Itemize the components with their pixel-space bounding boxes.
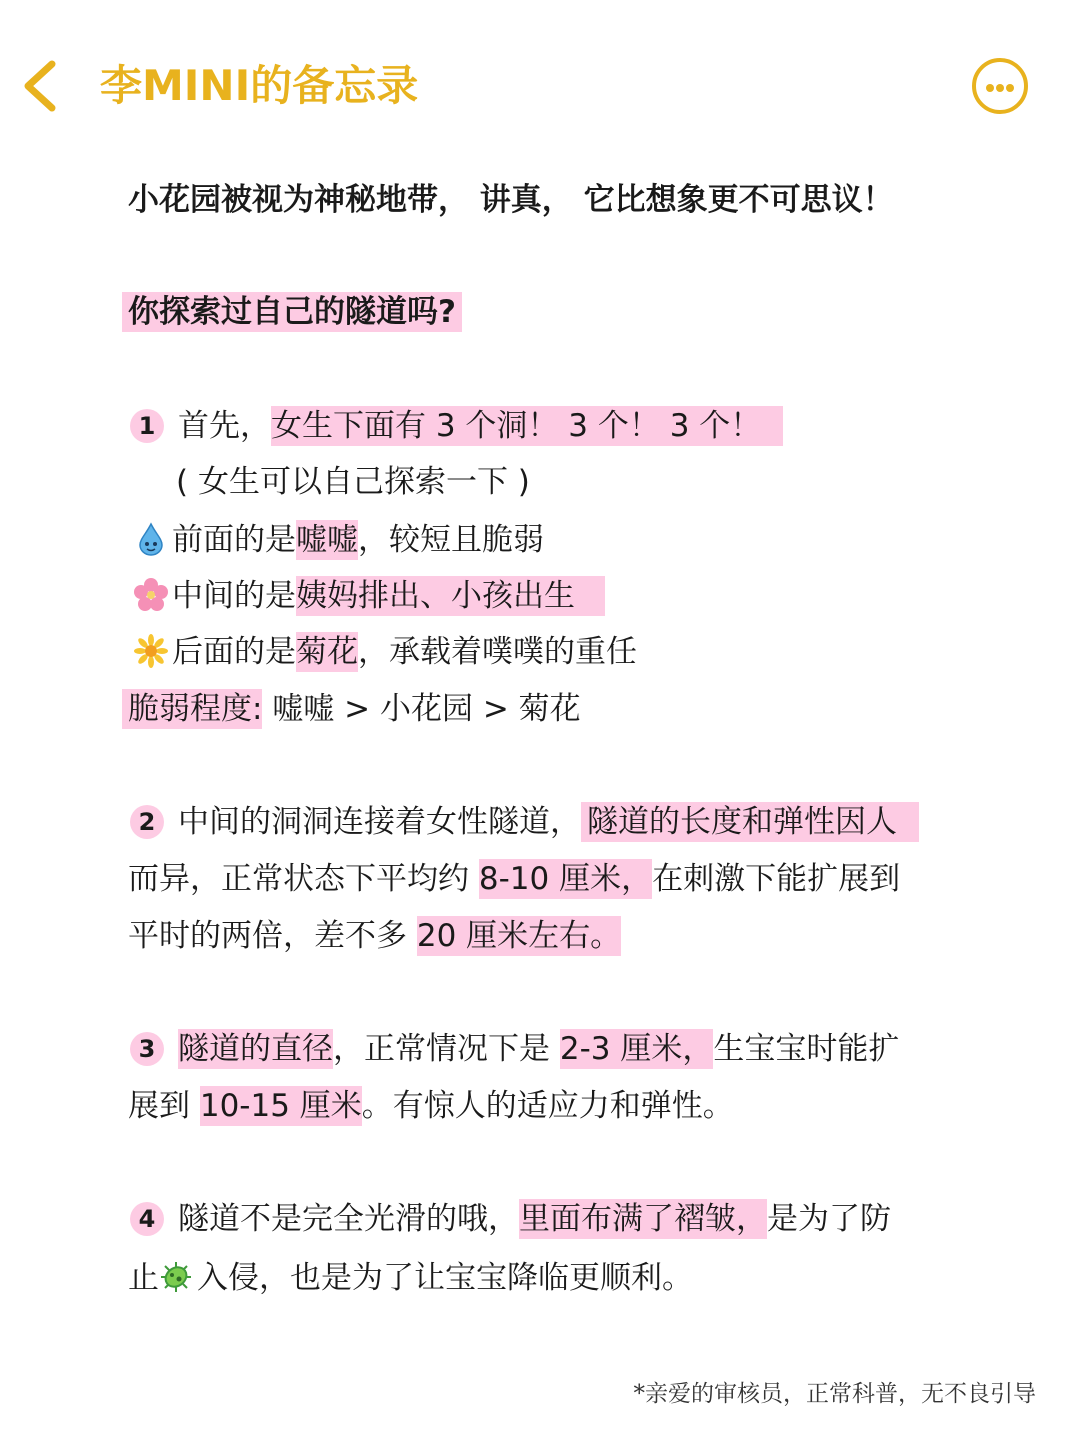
s1-back-c: ，承载着噗噗的重任 [358, 634, 637, 670]
step-number-1: 1 [130, 409, 164, 443]
s4-e: 入侵，也是为了让宝宝降临更顺利。 [197, 1260, 693, 1296]
s3-a: 隧道的直径 [178, 1031, 333, 1067]
s1-note: ( 女生可以自己探索一下 ) [176, 464, 530, 500]
app-header [0, 0, 1080, 160]
s3-e: 展到 [128, 1088, 200, 1124]
step-number-3: 3 [130, 1032, 164, 1066]
s1-front-a: 前面的是 [172, 522, 296, 558]
s1-front-c: ，较短且脆弱 [358, 522, 544, 558]
s3-d: 生宝宝时能扩 [713, 1031, 900, 1067]
s2-f: 在刺激下能扩展到 [652, 861, 901, 897]
s1-mid [134, 574, 605, 618]
s1-back-a: 后面的是 [172, 634, 296, 670]
s2-line1 [130, 800, 919, 844]
s1-front-b: 嘘嘘 [296, 522, 358, 558]
s2-c: 而异， [128, 861, 221, 897]
s2-h: 20 厘米左右。 [416, 918, 622, 954]
s2-g: 平时的两倍，差不多 [128, 918, 417, 954]
s3-c: 2-3 厘米， [559, 1031, 714, 1067]
s3-f: 10-15 厘米 [199, 1088, 362, 1124]
question-highlight: 你探索过自己的隧道吗? [122, 292, 462, 332]
s2-a: 中间的洞洞连接着女性隧道， [178, 804, 581, 840]
s4-c: 是为了防 [767, 1201, 891, 1237]
page-title: 李MINI的备忘录 [100, 61, 419, 110]
s2-e: 8-10 厘米， [478, 861, 653, 897]
s1-b: 女生下面有 3 个洞！ 3 个！ 3 个！ [271, 406, 783, 446]
s1-frag-a: 脆弱程度: [122, 689, 262, 729]
step-number-2: 2 [130, 805, 164, 839]
intro-question [122, 290, 462, 334]
s1-frag-b: 嘘嘘 > 小花园 > 菊花 [262, 691, 581, 727]
more-button[interactable] [972, 58, 1028, 114]
s2-d: 正常状态下平均约 [221, 861, 479, 897]
s1-mid-b: 姨妈排出、小孩出生 [296, 576, 605, 616]
water-drop-icon [134, 522, 168, 556]
s1-mid-a: 中间的是 [172, 578, 296, 614]
s1-back [134, 630, 637, 674]
s1-line1 [130, 404, 783, 448]
s3-line2 [128, 1084, 734, 1128]
s1-fragility [122, 687, 581, 731]
s2-b: 隧道的长度和弹性因人 [581, 802, 919, 842]
footer-note: *亲爱的审核员，正常科普，无不良引导 [633, 1381, 1036, 1407]
chevron-left-icon [18, 56, 68, 116]
s4-a: 隧道不是完全光滑的哦， [178, 1201, 519, 1237]
flower-icon [134, 578, 168, 612]
s4-line1 [130, 1197, 891, 1241]
s4-d: 止 [128, 1260, 159, 1296]
germ-icon [159, 1260, 193, 1294]
s3-b: ，正常情况下是 [333, 1031, 560, 1067]
daisy-icon [134, 634, 168, 668]
s1-front [134, 518, 544, 562]
step-number-4: 4 [130, 1202, 164, 1236]
s4-line2 [128, 1256, 693, 1300]
intro-tagline: 小花园被视为神秘地带， 讲真， 它比想象更不可思议！ [128, 182, 894, 218]
s3-g: 。有惊人的适应力和弹性。 [361, 1088, 734, 1124]
s2-line2 [128, 857, 900, 901]
s3-line1 [130, 1027, 899, 1071]
back-button[interactable] [18, 56, 68, 116]
s2-line3 [128, 914, 621, 958]
s4-b: 里面布满了褶皱， [519, 1201, 767, 1237]
s1-a: 首先， [178, 408, 271, 444]
s1-back-b: 菊花 [296, 634, 358, 670]
